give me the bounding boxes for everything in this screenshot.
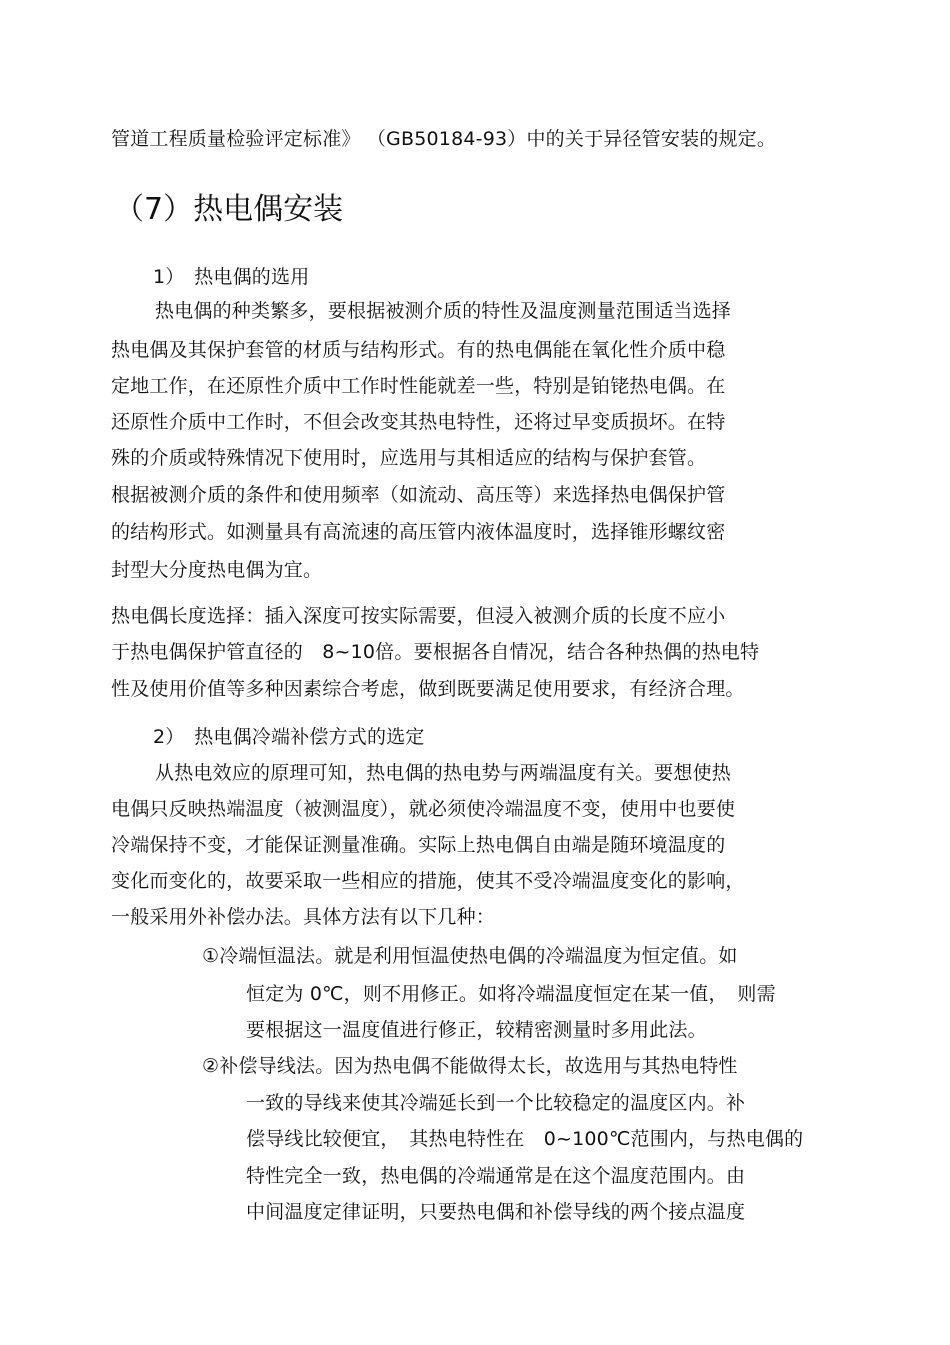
text-line: 恒定为 0℃，则不用修正。如将冷端温度恒定在某一值， 则需: [246, 983, 776, 1005]
text-line: 中间温度定律证明，只要热电偶和补偿导线的两个接点温度: [246, 1201, 746, 1223]
text-line: 热电偶及其保护套管的材质与结构形式。有的热电偶能在氧化性介质中稳: [111, 339, 726, 361]
text-line: 要根据这一温度值进行修正，较精密测量时多用此法。: [246, 1019, 707, 1041]
section-heading: （7）热电偶安装: [114, 192, 344, 227]
text-line: 一般采用外补偿办法。具体方法有以下几种：: [111, 906, 496, 928]
text-line: 偿导线比较便宜， 其热电特性在 0~100℃范围内，与热电偶的: [246, 1128, 804, 1150]
text-line: ②补偿导线法。因为热电偶不能做得太长，故选用与其热电特性: [202, 1055, 738, 1077]
text-line: 的结构形式。如测量具有高流速的高压管内液体温度时，选择锥形螺纹密: [111, 521, 726, 543]
text-line: 定地工作，在还原性介质中工作时性能就差一些，特别是铂铑热电偶。在: [111, 375, 726, 397]
text-line: 冷端保持不变，才能保证测量准确。实际上热电偶自由端是随环境温度的: [111, 834, 726, 856]
text-line: 电偶只反映热端温度（被测温度），就必须使冷端温度不变，使用中也要使: [111, 798, 736, 820]
text-line: 殊的介质或特殊情况下使用时，应选用与其相适应的结构与保护套管。: [111, 447, 707, 469]
text-line: 性及使用价值等多种因素综合考虑，做到既要满足使用要求，有经济合理。: [111, 678, 745, 700]
text-line: 根据被测介质的条件和使用频率（如流动、高压等）来选择热电偶保护管: [111, 484, 726, 506]
text-line: ①冷端恒温法。就是利用恒温使热电偶的冷端温度为恒定值。如: [202, 945, 738, 967]
text-line: 特性完全一致，热电偶的冷端通常是在这个温度范围内。由: [246, 1165, 746, 1187]
text-line: 热电偶长度选择：插入深度可按实际需要，但浸入被测介质的长度不应小: [111, 605, 726, 627]
text-line: 热电偶的种类繁多，要根据被测介质的特性及温度测量范围适当选择: [155, 300, 732, 322]
text-line: 于热电偶保护管直径的 8~10倍。要根据各自情况，结合各种热偶的热电特: [111, 641, 760, 663]
text-line: 一致的导线来使其冷端延长到一个比较稳定的温度区内。补: [246, 1092, 746, 1114]
text-line: 封型大分度热电偶为宜。: [111, 559, 323, 581]
text-line: 从热电效应的原理可知，热电偶的热电势与两端温度有关。要想使热: [155, 762, 732, 784]
text-line: 管道工程质量检验评定标准》 （GB50184-93）中的关于异径管安装的规定。: [111, 128, 777, 150]
list-item-heading: 1） 热电偶的选用: [153, 266, 310, 288]
list-item-heading: 2） 热电偶冷端补偿方式的选定: [153, 726, 425, 748]
text-line: 变化而变化的，故要采取一些相应的措施，使其不受冷端温度变化的影响，: [111, 870, 745, 892]
text-line: 还原性介质中工作时，不但会改变其热电特性，还将过早变质损坏。在特: [111, 411, 726, 433]
